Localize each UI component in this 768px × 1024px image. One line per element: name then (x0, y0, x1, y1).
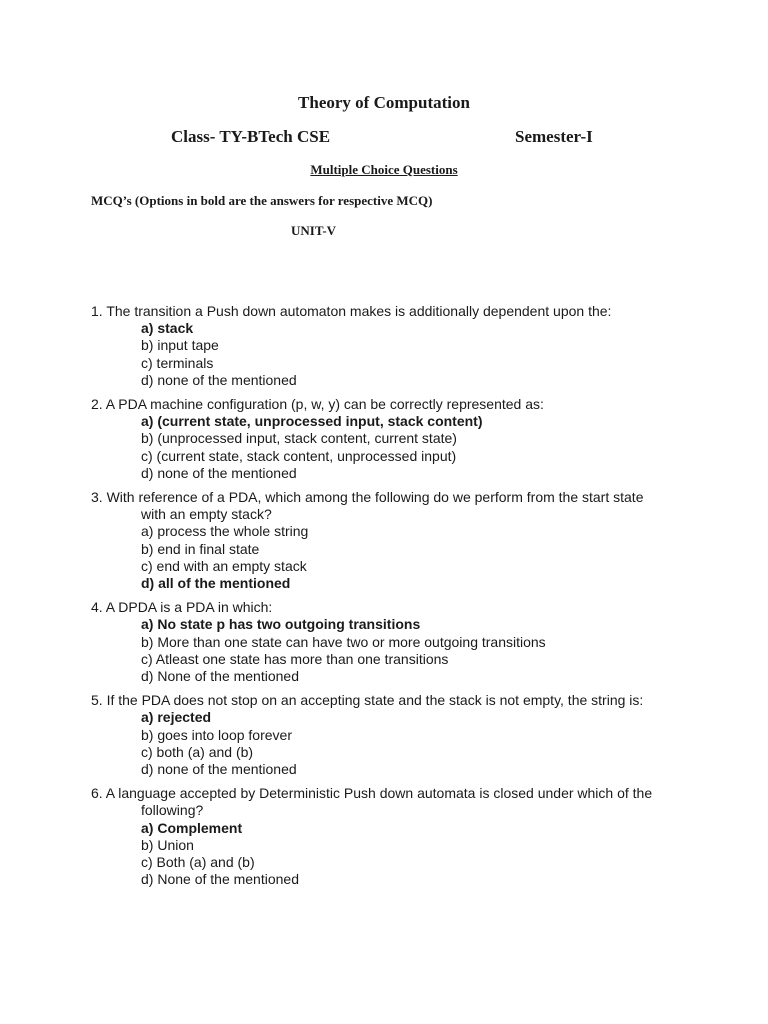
option: b) (unprocessed input, stack content, current state) (141, 430, 457, 447)
option: b) goes into loop forever (141, 726, 292, 743)
question-item (91, 599, 731, 685)
question-text: 5. If the PDA does not stop on an accepting state and the stack is not empty, the string is: (91, 692, 644, 709)
option: c) end with an empty stack (141, 557, 307, 574)
question-item (91, 396, 731, 482)
option: b) Union (141, 836, 194, 853)
option: d) None of the mentioned (141, 871, 299, 888)
question-text: 1. The transition a Push down automaton makes is additionally dependent upon the: (91, 303, 612, 319)
option: d) none of the mentioned (141, 371, 297, 388)
option: b) More than one state can have two or more outgoing transitions (141, 633, 546, 650)
option: d) None of the mentioned (141, 668, 299, 685)
answer-option: a) Complement (141, 819, 243, 836)
unit-label: UNIT-V (291, 223, 337, 238)
option: d) none of the mentioned (141, 761, 297, 778)
answer-option: a) stack (141, 320, 194, 337)
question-text: with an empty stack? (141, 506, 272, 523)
answer-option: a) No state p has two outgoing transitions (141, 616, 421, 633)
answer-option: d) all of the mentioned (141, 575, 291, 592)
answer-option: a) rejected (141, 709, 212, 726)
option: a) process the whole string (141, 523, 309, 540)
section-heading: Multiple Choice Questions (310, 162, 458, 177)
question-text: 3. With reference of a PDA, which among the following do we perform from the start state (91, 489, 644, 506)
question-text: 4. A DPDA is a PDA in which: (91, 599, 273, 616)
option: c) both (a) and (b) (141, 743, 254, 760)
option: c) (current state, stack content, unprocessed input) (141, 447, 457, 464)
question-item (91, 785, 731, 888)
option: b) input tape (141, 337, 219, 354)
question-text: 2. A PDA machine configuration (p, w, y) can be correctly represented as: (91, 396, 544, 413)
question-item (91, 489, 731, 592)
answer-note: MCQ’s (Options in bold are the answers for respective MCQ) (91, 193, 433, 208)
answer-option: a) (current state, unprocessed input, stack content) (141, 413, 483, 430)
option: c) Both (a) and (b) (141, 854, 255, 871)
question-item (91, 303, 731, 389)
question-text: 6. A language accepted by Deterministic Push down automata is closed under which of the (91, 785, 653, 802)
option: d) none of the mentioned (141, 464, 297, 481)
question-text: following? (141, 802, 204, 819)
question-list (91, 303, 731, 896)
class-label: Class- TY-BTech CSE (171, 127, 331, 146)
option: c) terminals (141, 354, 214, 371)
document-title: Theory of Computation (298, 93, 470, 112)
option: c) Atleast one state has more than one transitions (141, 650, 449, 667)
semester-label: Semester-I (515, 127, 593, 146)
question-item (91, 692, 731, 778)
option: b) end in final state (141, 540, 260, 557)
